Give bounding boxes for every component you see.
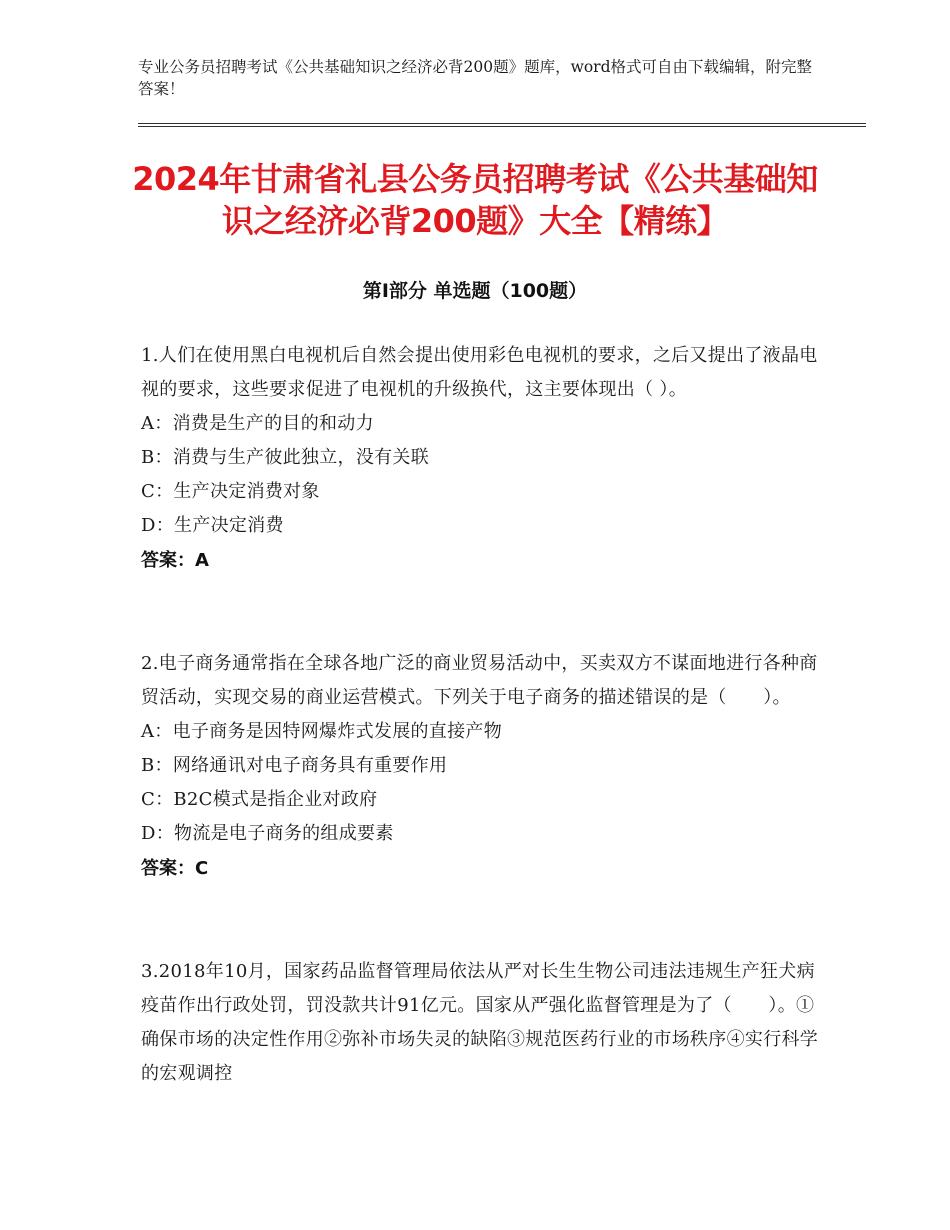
- option-d: D：物流是电子商务的组成要素: [141, 823, 394, 844]
- question-stem: 1.人们在使用黑白电视机后自然会提出使用彩色电视机的要求，之后又提出了液晶电视的要求，这些要求促进了电视机的升级换代，这主要体现出（ ）。: [141, 345, 818, 400]
- header-divider-bottom: [138, 126, 866, 127]
- option-b: B：网络通讯对电子商务具有重要作用: [141, 755, 448, 776]
- answer-line: 答案：A: [141, 550, 209, 571]
- question-3: [141, 955, 821, 1091]
- option-c: C：B2C模式是指企业对政府: [141, 789, 378, 810]
- question-stem: 2.电子商务通常指在全球各地广泛的商业贸易活动中，买卖双方不谋面地进行各种商贸活动，实现交易的商业运营模式。下列关于电子商务的描述错误的是（ ）。: [141, 653, 818, 708]
- section-heading: 第Ⅰ部分 单选题（100题）: [362, 280, 588, 302]
- header-note: 专业公务员招聘考试《公共基础知识之经济必背200题》题库，word格式可自由下载编辑，附完整答案！: [138, 58, 813, 98]
- question-2: [141, 647, 821, 887]
- option-c: C：生产决定消费对象: [141, 481, 320, 502]
- header-divider-top: [138, 123, 866, 124]
- document-title: 2024年甘肃省礼县公务员招聘考试《公共基础知识之经济必背200题》大全【精练】: [132, 160, 818, 240]
- option-d: D：生产决定消费: [141, 515, 284, 536]
- question-stem: 3.2018年10月，国家药品监督管理局依法从严对长生生物公司违法违规生产狂犬病疫苗作出行政处罚，罚没款共计91亿元。国家从严强化监督管理是为了（ ）。①确保市场的决定性作用②弥补市场失灵的缺陷③规范医药行业的市场秩序④实行科学的宏观调控: [141, 961, 819, 1084]
- option-a: A：消费是生产的目的和动力: [141, 413, 374, 434]
- option-b: B：消费与生产彼此独立，没有关联: [141, 447, 430, 468]
- option-a: A：电子商务是因特网爆炸式发展的直接产物: [141, 721, 502, 742]
- answer-line: 答案：C: [141, 858, 209, 879]
- question-1: [141, 339, 821, 579]
